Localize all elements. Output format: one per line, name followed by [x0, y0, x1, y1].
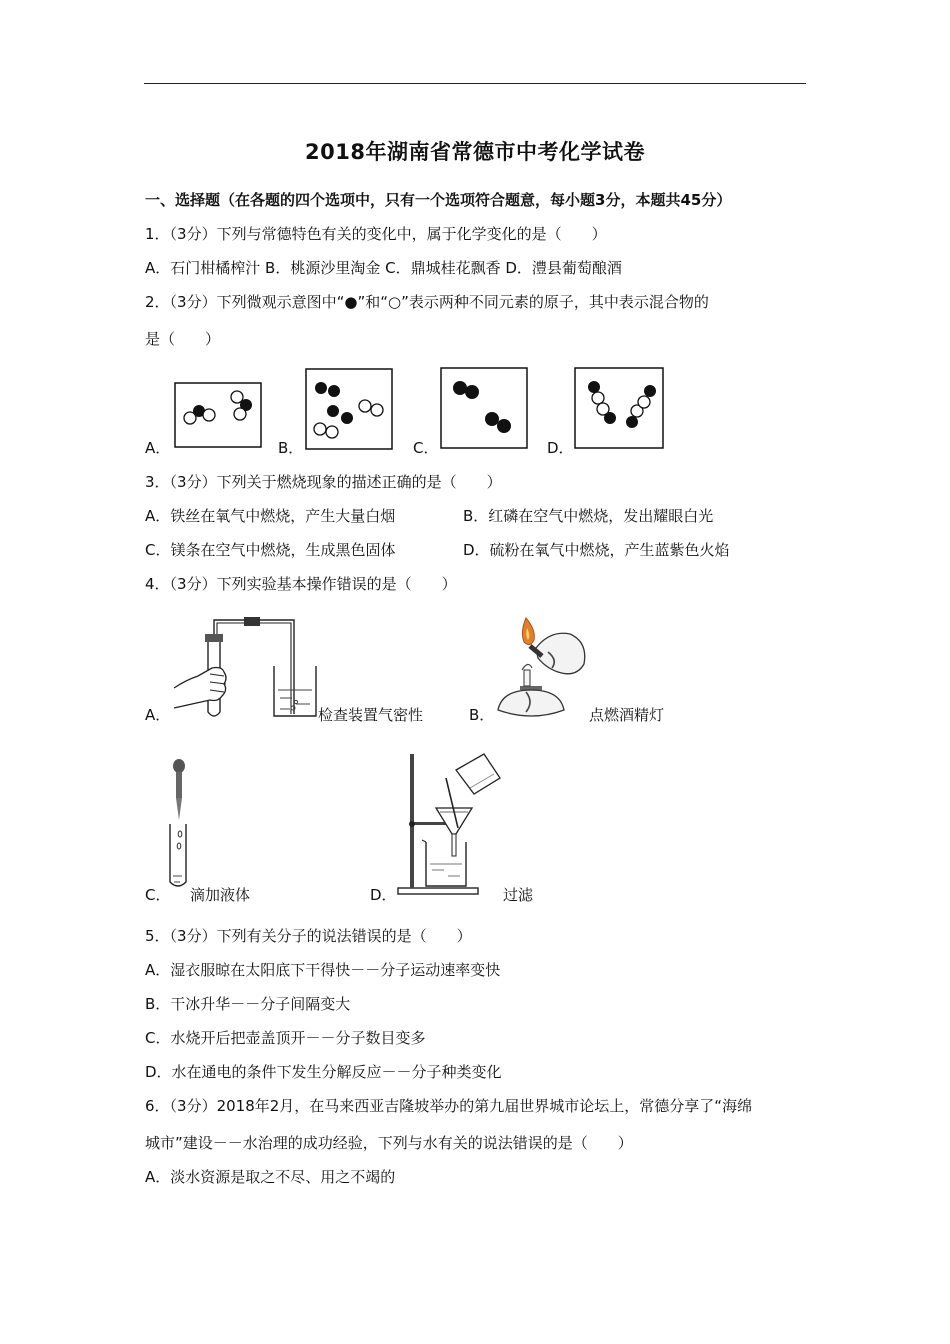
q4-option-a-label: A．: [145, 706, 171, 724]
q4-option-c-text: 滴加液体: [190, 886, 251, 904]
q1-options: A．石门柑橘榨汁 B．桃源沙里淘金 C．鼎城桂花飘香 D．澧县葡萄酿酒: [145, 259, 622, 277]
header-rule: [144, 83, 806, 84]
q2-option-b-label: B．: [278, 439, 304, 457]
q4-option-d-label: D．: [370, 886, 397, 904]
q2-option-d-label: D．: [547, 439, 574, 457]
page-title: 2018年湖南省常德市中考化学试卷: [305, 140, 645, 164]
q2-diagram-b: [305, 368, 393, 450]
q2-stem-line1: 2．（3分）下列微观示意图中“●”和“○”表示两种不同元素的原子，其中表示混合物的: [145, 293, 709, 311]
q6-stem-line2: 城市”建设－－水治理的成功经验，下列与水有关的说法错误的是（ ）: [145, 1134, 633, 1152]
q3-option-c: C．镁条在空气中燃烧，生成黑色固体: [145, 541, 396, 559]
q4-option-d-text: 过滤: [503, 886, 534, 904]
q5-stem: 5．（3分）下列有关分子的说法错误的是（ ）: [145, 927, 472, 945]
q6-stem-line1: 6．（3分）2018年2月，在马来西亚吉隆坡举办的第九届世界城市论坛上，常德分享了“海绵: [145, 1097, 753, 1115]
q3-option-a: A．铁丝在氧气中燃烧，产生大量白烟: [145, 507, 396, 525]
q2-diagram-c: [440, 367, 528, 449]
q3-stem: 3．（3分）下列关于燃烧现象的描述正确的是（ ）: [145, 473, 502, 491]
q5-option-d: D．水在通电的条件下发生分解反应－－分子种类变化: [145, 1063, 502, 1081]
q4-light-lamp-figure: [492, 612, 592, 724]
q4-option-c-label: C．: [145, 886, 171, 904]
q2-diagram-d: [574, 367, 664, 449]
q4-airtightness-check-figure: [172, 612, 320, 724]
q5-option-a: A．湿衣服晾在太阳底下干得快－－分子运动速率变快: [145, 961, 501, 979]
q4-option-b-text: 点燃酒精灯: [589, 706, 665, 724]
q3-option-b: B．红磷在空气中燃烧，发出耀眼白光: [463, 507, 714, 525]
q4-option-a-text: 检查装置气密性: [318, 706, 424, 724]
q2-option-a-label: A．: [145, 439, 171, 457]
q5-option-b: B．干冰升华－－分子间隔变大: [145, 995, 351, 1013]
q6-option-a: A．淡水资源是取之不尽、用之不竭的: [145, 1168, 396, 1186]
q4-stem: 4．（3分）下列实验基本操作错误的是（ ）: [145, 575, 457, 593]
q2-stem-line2: 是（ ）: [145, 330, 221, 348]
q2-option-c-label: C．: [413, 439, 439, 457]
q1-stem: 1．（3分）下列与常德特色有关的变化中，属于化学变化的是（ ）: [145, 225, 607, 243]
q3-option-d: D．硫粉在氧气中燃烧，产生蓝紫色火焰: [463, 541, 730, 559]
q5-option-c: C．水烧开后把壶盖顶开－－分子数目变多: [145, 1029, 426, 1047]
q4-option-b-label: B．: [469, 706, 495, 724]
section-heading: 一、选择题（在各题的四个选项中，只有一个选项符合题意，每小题3分，本题共45分）: [145, 191, 732, 209]
q2-diagram-a: [174, 382, 262, 448]
q4-filtration-figure: [396, 750, 504, 898]
q4-drop-liquid-figure: [166, 758, 198, 893]
